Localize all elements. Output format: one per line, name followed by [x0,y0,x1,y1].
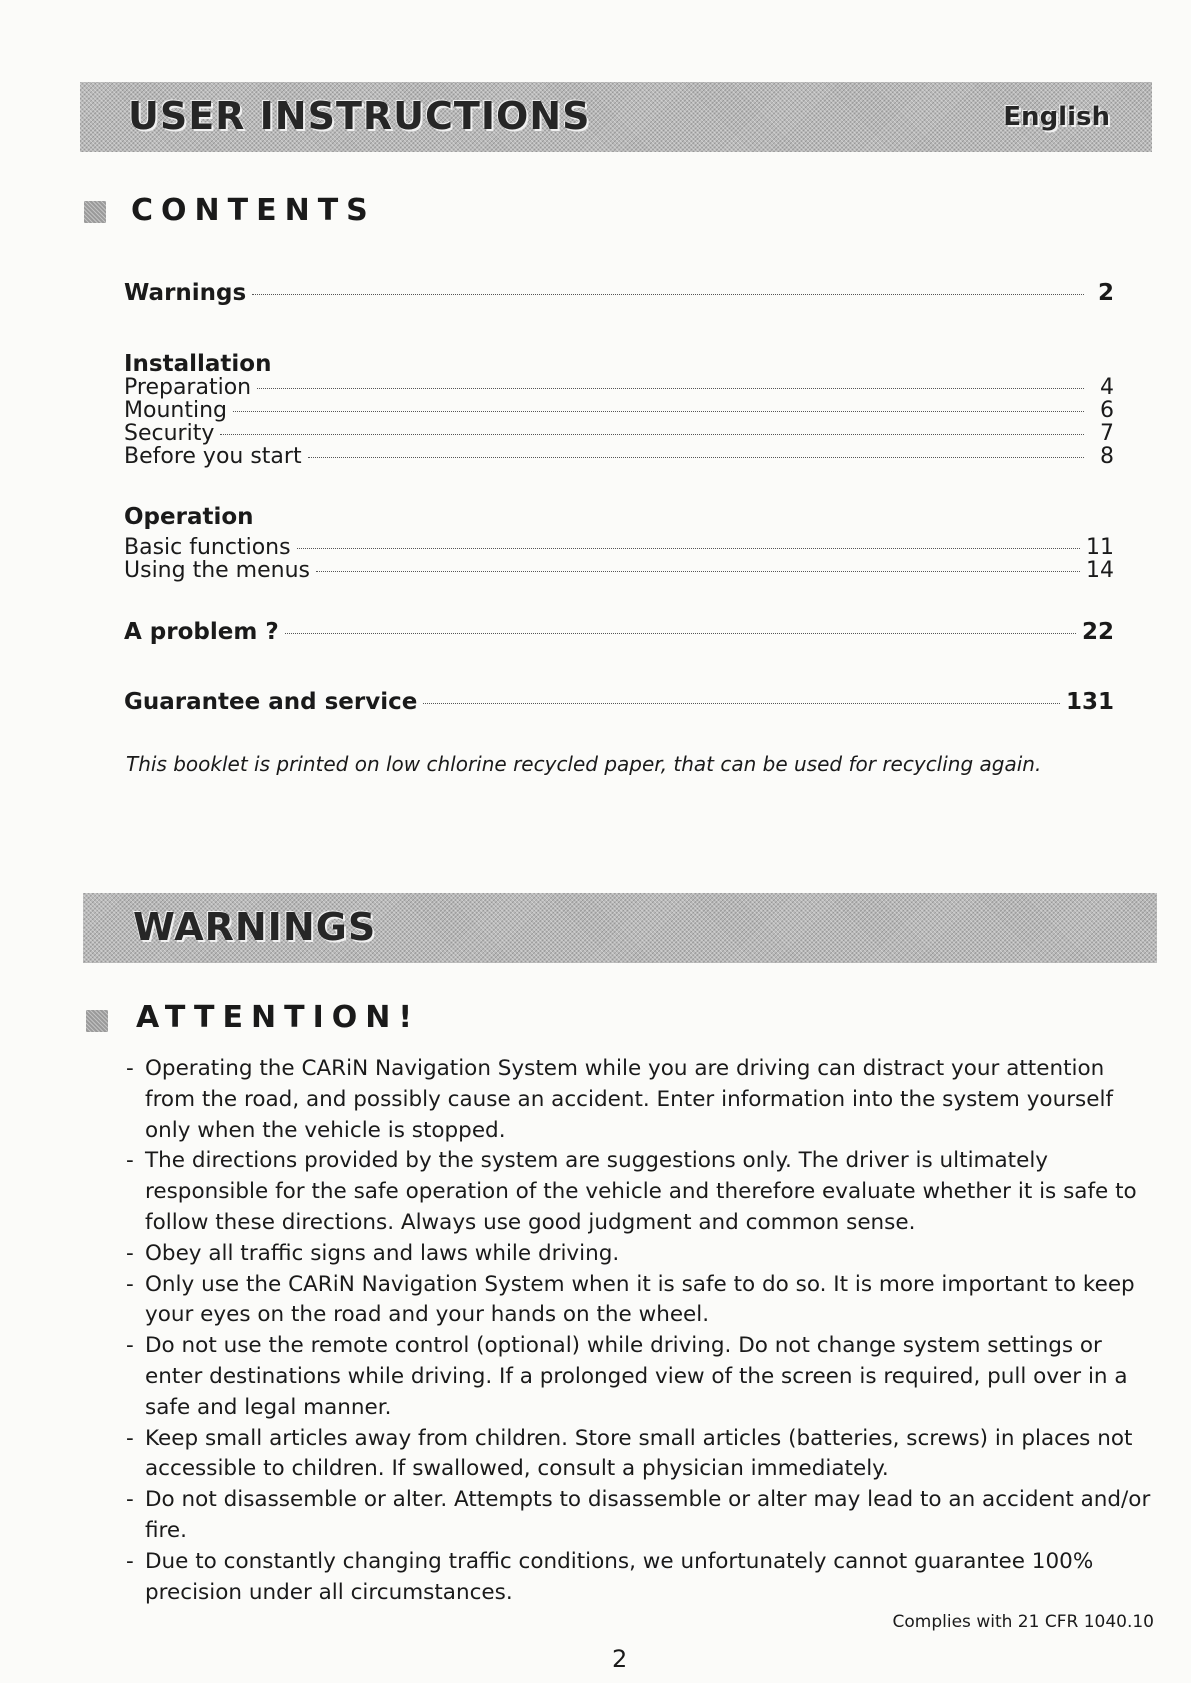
toc-security [124,421,1114,446]
toc-label: Preparation [124,375,252,400]
document-title: USER INSTRUCTIONS [128,94,591,138]
attention-heading: ATTENTION! [136,1000,421,1035]
warning-item: - Keep small articles away from children. Store small articles (batteries, screws) in places not accessible to children. If swallowed, consult a physician immediately. [124,1424,1154,1486]
toc-operation-heading: Operation [124,504,254,530]
warning-item: - Obey all traffic signs and laws while driving. [124,1239,1154,1270]
toc-mounting [124,398,1114,423]
toc-page: 131 [1065,689,1114,715]
toc-page: 2 [1097,280,1114,306]
toc-using-the-menus [124,558,1114,583]
toc-leader [285,633,1076,634]
toc-page: 6 [1100,398,1114,423]
toc-label: Basic functions [124,535,291,560]
toc-leader [316,571,1080,572]
toc-leader [423,703,1060,704]
toc-label: Security [124,421,215,446]
header-banner [80,82,1152,152]
toc-leader [308,457,1084,458]
toc-guarantee [124,689,1114,715]
warnings-title: WARNINGS [133,905,377,949]
toc-label: Mounting [124,398,227,423]
compliance-note: Complies with 21 CFR 1040.10 [892,1612,1154,1632]
toc-page: 14 [1086,558,1114,583]
toc-installation-heading: Installation [124,351,272,377]
toc-page: 4 [1100,375,1114,400]
warning-item: - Do not disassemble or alter. Attempts to disassemble or alter may lead to an accident and/or fire. [124,1485,1154,1547]
contents-heading: CONTENTS [131,193,376,228]
toc-page: 8 [1100,444,1114,469]
toc-leader [233,411,1084,412]
warning-item: - Do not use the remote control (optional) while driving. Do not change system settings or enter destinations while driving. If a prolonged view of the screen is required, pull over in a safe and legal manner. [124,1331,1154,1423]
toc-label: Guarantee and service [124,689,418,715]
page-number: 2 [612,1645,628,1673]
toc-page: 7 [1100,421,1114,446]
toc-leader [257,388,1084,389]
toc-label: Before you start [124,444,302,469]
attention-bullet-square [86,1010,108,1032]
recycled-paper-note: This booklet is printed on low chlorine recycled paper, that can be used for recycling again. [126,752,1042,776]
toc-basic-functions [124,535,1114,560]
warning-item: - Only use the CARiN Navigation System when it is safe to do so. It is more important to keep your eyes on the road and your hands on the wheel. [124,1270,1154,1332]
toc-label: A problem ? [124,619,279,645]
contents-bullet-square [84,201,106,223]
warning-item: - Due to constantly changing traffic conditions, we unfortunately cannot guarantee 100% precision under all circumstances. [124,1547,1154,1609]
warnings-banner [83,893,1157,963]
toc-problem [124,619,1114,645]
toc-leader [220,434,1084,435]
toc-label: Warnings [124,280,247,306]
toc-warnings [124,280,1114,306]
toc-before-you-start [124,444,1114,469]
warning-item: - The directions provided by the system are suggestions only. The driver is ultimately responsible for the safe operation of the vehicle and therefore evaluate whether it is safe to follow these directions. Always use good judgment and common sense. [124,1146,1154,1238]
toc-label: Using the menus [124,558,310,583]
toc-page: 11 [1086,535,1114,560]
toc-leader [252,294,1084,295]
toc-preparation [124,375,1114,400]
warning-item: - Operating the CARiN Navigation System while you are driving can distract your attention from the road, and possibly cause an accident. Enter information into the system yourself only when the vehicle is stopped. [124,1054,1154,1146]
toc-page: 22 [1081,619,1114,645]
toc-leader [297,548,1080,549]
warnings-list [124,1054,1154,1608]
language-label: English [1003,102,1110,132]
